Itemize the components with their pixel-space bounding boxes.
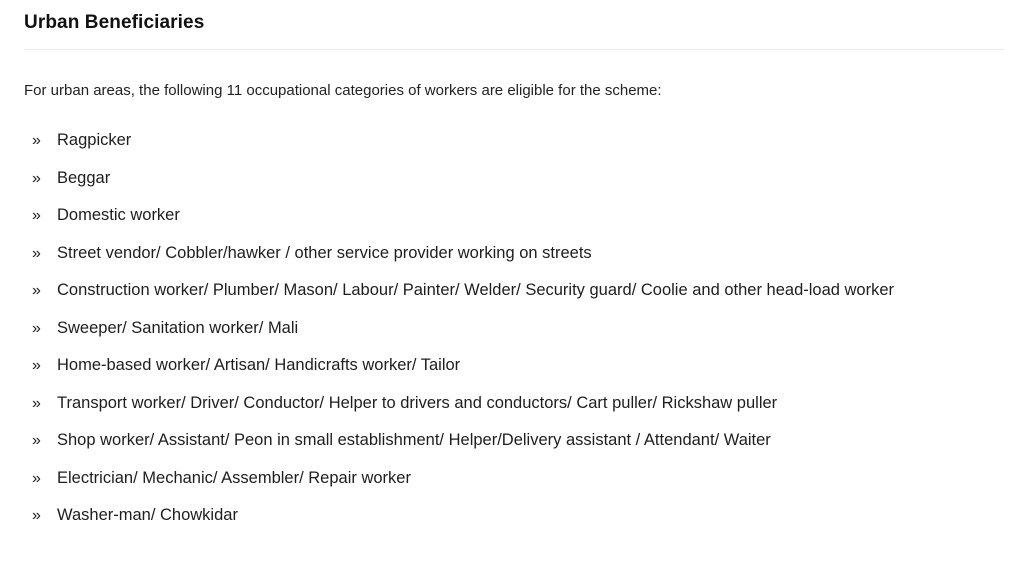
double-chevron-right-icon: » <box>32 432 41 449</box>
list-item <box>24 310 1004 348</box>
list-item <box>24 385 1004 423</box>
double-chevron-right-icon: » <box>32 169 41 187</box>
double-chevron-right-icon: » <box>32 357 41 374</box>
list-item <box>24 460 1004 498</box>
list-item-text: Transport worker/ Driver/ Conductor/ Helper to drivers and conductors/ Cart puller/ Rickshaw puller <box>57 393 778 412</box>
beneficiary-list <box>24 122 1004 535</box>
double-chevron-right-icon: » <box>32 132 41 149</box>
list-item <box>24 160 1004 198</box>
list-item-text: Shop worker/ Assistant/ Peon in small establishment/ Helper/Delivery assistant / Attendant/ Waiter <box>57 431 771 449</box>
double-chevron-right-icon: » <box>32 469 41 487</box>
list-item <box>24 122 1004 160</box>
double-chevron-right-icon: » <box>32 319 41 337</box>
double-chevron-right-icon: » <box>32 282 41 299</box>
list-item-text: Sweeper/ Sanitation worker/ Mali <box>57 318 299 337</box>
double-chevron-right-icon: » <box>32 507 41 524</box>
list-item <box>24 235 1004 273</box>
list-item-text: Ragpicker <box>57 131 132 149</box>
list-item <box>24 272 1004 310</box>
list-item <box>24 422 1004 460</box>
list-item-text: Street vendor/ Cobbler/hawker / other service provider working on streets <box>57 243 592 262</box>
intro-paragraph: For urban areas, the following 11 occupational categories of workers are eligible for the scheme: <box>24 82 662 99</box>
list-item-text: Washer-man/ Chowkidar <box>57 506 238 524</box>
double-chevron-right-icon: » <box>32 394 41 412</box>
list-item-text: Electrician/ Mechanic/ Assembler/ Repair worker <box>57 468 411 487</box>
list-item-text: Home-based worker/ Artisan/ Handicrafts worker/ Tailor <box>57 356 461 374</box>
list-item <box>24 497 1004 535</box>
list-item <box>24 347 1004 385</box>
list-item-text: Construction worker/ Plumber/ Mason/ Labour/ Painter/ Welder/ Security guard/ Coolie and other head-load worker <box>57 281 895 299</box>
double-chevron-right-icon: » <box>32 207 41 224</box>
list-item-text: Beggar <box>57 168 111 187</box>
section-title: Urban Beneficiaries <box>24 12 205 33</box>
list-item <box>24 197 1004 235</box>
list-item-text: Domestic worker <box>57 206 180 224</box>
double-chevron-right-icon: » <box>32 244 41 262</box>
